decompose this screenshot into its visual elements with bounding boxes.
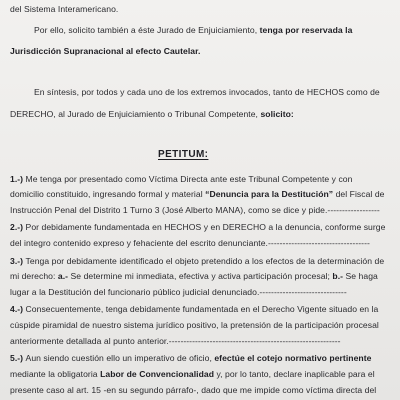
bold-span: a.-: [57, 271, 69, 281]
item-number: 1.-): [10, 174, 26, 184]
text-span: DERECHO, al Jurado de Enjuiciamiento o Tribunal Competente,: [10, 109, 261, 119]
bold-span: Labor de Convencionalidad: [100, 369, 215, 379]
item-number: 2.-): [10, 222, 26, 232]
bold-span: “Denuncia para la Destitución”: [205, 189, 334, 199]
text-span: domicilio constituido, ingresando formal y material: [10, 189, 206, 199]
item-number: 5.-): [10, 353, 26, 363]
bold-span: b.-: [332, 271, 344, 281]
text-span: Por debidamente fundamentada en HECHOS y en DERECHO a la denuncia, conforme surge: [25, 222, 386, 232]
petitum-item-3-line-1: [10, 256, 384, 266]
paragraph-reservation-line-1: [34, 25, 352, 35]
text-span: del Fiscal de: [333, 189, 385, 199]
petitum-item-5-line-1: [10, 353, 371, 363]
petitum-item-4-line-1: [10, 304, 378, 314]
text-span: Se haga: [343, 271, 378, 281]
petitum-item-5-line-2: [10, 369, 375, 379]
paragraph-reservation-line-2: [10, 46, 200, 56]
section-title: PETITUM:: [158, 149, 209, 160]
petitum-item-4-line-2: cúspide piramidal de nuestro sistema jurídico positivo, la pretensión de la participación procesal: [10, 320, 379, 330]
text-span: y, por lo tanto, declare inaplicable para el: [214, 369, 375, 379]
petitum-item-5-line-3: presente caso al art. 15 -en su segundo párrafo-, dado que me impide como víctima directa del: [10, 385, 377, 395]
text-span: Aun siendo cuestión ello un imperativo de oficio,: [25, 353, 215, 363]
item-number: 4.-): [10, 304, 26, 314]
paragraph-summary-line-2: [10, 109, 294, 119]
text-span: Me tenga por presentado como Víctima Directa ante este Tribunal Competente y con: [25, 174, 353, 184]
petitum-item-2-line-1: [10, 222, 385, 232]
petitum-item-1-line-2: [10, 189, 385, 199]
petitum-item-4-line-3: anteriormente detallada al punto anterior.-----------------------------------------------------------: [10, 336, 341, 346]
petitum-item-2-line-2: del integro contenido expreso y fehaciente del escrito denunciante.-----------------------------------: [10, 238, 370, 248]
text-span: Por ello, solicito también a éste Jurado de Enjuiciamiento,: [34, 25, 260, 35]
bold-span: solicito:: [260, 109, 294, 119]
text-span: mi derecho:: [10, 271, 58, 281]
petitum-item-1-line-1: [10, 174, 352, 184]
item-number: 3.-): [10, 256, 26, 266]
text-span: Consecuentemente, tenga debidamente fundamentada en el Derecho Vigente situado en la: [25, 304, 379, 314]
petitum-item-1-line-3: Instrucción Penal del Distrito 1 Turno 3 (José Alberto MANA), como se dice y pide.------------------: [10, 205, 380, 215]
bold-span: efectúe el cotejo normativo pertinente: [214, 353, 372, 363]
text-line: del Sistema Interamericano.: [10, 4, 119, 14]
text-span: Tenga por debidamente identificado el objeto pretendido a los efectos de la determinación de: [25, 256, 385, 266]
text-span: Se determine mi inmediata, efectiva y activa participación procesal;: [68, 271, 333, 281]
bold-span: Jurisdicción Supranacional al efecto Cautelar.: [10, 46, 201, 56]
text-span: mediante la obligatoria: [10, 369, 101, 379]
petitum-item-3-line-3: lugar a la Destitución del funcionario público judicial denunciado.------------------------------: [10, 287, 347, 297]
bold-span: tenga por reservada la: [259, 25, 353, 35]
paragraph-summary-line-1: En síntesis, por todos y cada uno de los extremos invocados, tanto de HECHOS como de: [34, 87, 380, 97]
petitum-item-3-line-2: [10, 271, 378, 281]
